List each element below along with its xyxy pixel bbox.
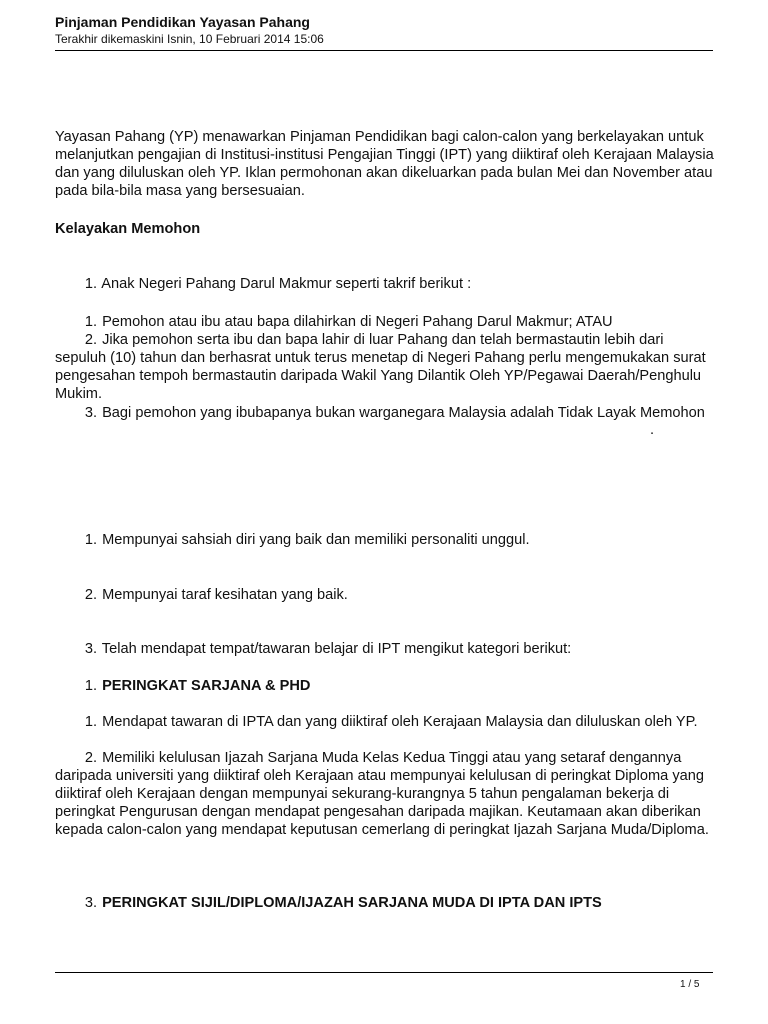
last-updated: Terakhir dikemaskini Isnin, 10 Februari 2014 15:06 [55,32,324,46]
list-item [55,404,715,422]
list-item [55,531,715,549]
list-text: Mendapat tawaran di IPTA dan yang diiktiraf oleh Kerajaan Malaysia dan diluluskan oleh YP. [102,714,698,730]
list-number: 2. [84,750,97,766]
list-text: PERINGKAT SIJIL/DIPLOMA/IJAZAH SARJANA MUDA DI IPTA DAN IPTS [102,895,602,911]
list-item [55,677,715,695]
list-number: 1. [84,314,97,330]
list-text: Mempunyai taraf kesihatan yang baik. [102,587,348,603]
list-text: Bagi pemohon yang ibubapanya bukan warganegara Malaysia adalah Tidak Layak Memohon [102,405,705,421]
list-item [55,894,715,912]
header-rule [55,50,713,51]
list-item [55,331,715,403]
list-number: 3. [84,405,97,421]
list-number: 1. [84,532,97,548]
list-item [55,586,715,604]
list-text: Mempunyai sahsiah diri yang baik dan memiliki personaliti unggul. [102,532,530,548]
list-item [55,640,715,658]
list-text: Anak Negeri Pahang Darul Makmur seperti takrif berikut : [101,276,472,292]
list-item [55,313,715,331]
list-number: 3. [84,895,97,911]
footer-rule [55,972,713,973]
document-title: Pinjaman Pendidikan Yayasan Pahang [55,14,310,30]
list-item [55,713,715,731]
list-text: Pemohon atau ibu atau bapa dilahirkan di Negeri Pahang Darul Makmur; ATAU [102,314,613,330]
list-text: Telah mendapat tempat/tawaran belajar di IPT mengikut kategori berikut: [101,641,572,657]
list-number: 3. [84,641,97,657]
page-number: 1 / 5 [680,979,700,990]
list-number: 1. [84,714,97,730]
list-text: PERINGKAT SARJANA & PHD [102,678,311,694]
list-item [55,275,715,293]
trailing-dot: . [650,422,655,438]
list-number: 1. [84,276,97,292]
list-item [55,749,715,839]
list-number: 2. [84,587,97,603]
list-text: Jika pemohon serta ibu dan bapa lahir di luar Pahang dan telah bermastautin lebih dari sepuluh (10) tahun dan berhasrat untuk terus menetap di Negeri Pahang perlu mengemukakan surat pengesahan tempoh bermastautin daripada Wakil Yang Dilantik Oleh YP/Pegawai Daerah/Penghulu Mukim. [55,332,706,402]
list-number: 2. [84,332,97,348]
intro-paragraph: Yayasan Pahang (YP) menawarkan Pinjaman Pendidikan bagi calon-calon yang berkelayakan untuk melanjutkan pengajian di Institusi-institusi Pengajian Tinggi (IPT) yang diiktiraf oleh Kerajaan Malaysia dan yang diluluskan oleh YP. Iklan permohonan akan dikeluarkan pada bulan Mei dan November atau pada bila-bila masa yang bersesuaian. [55,129,714,199]
list-number: 1. [84,678,97,694]
section-heading: Kelayakan Memohon [55,221,201,237]
list-text: Memiliki kelulusan Ijazah Sarjana Muda Kelas Kedua Tinggi atau yang setaraf dengannya daripada universiti yang diiktiraf oleh Kerajaan atau mempunyai kelulusan di peringkat Diploma yang diiktiraf oleh Kerajaan dengan mempunyai sekurang-kurangnya 5 tahun pengalaman bekerja di peringkat Pengurusan dengan mendapat pengesahan daripada majikan. Keutamaan akan diberikan kepada calon-calon yang mendapat keputusan cemerlang di peringkat Ijazah Sarjana Muda/Diploma. [55,750,709,838]
